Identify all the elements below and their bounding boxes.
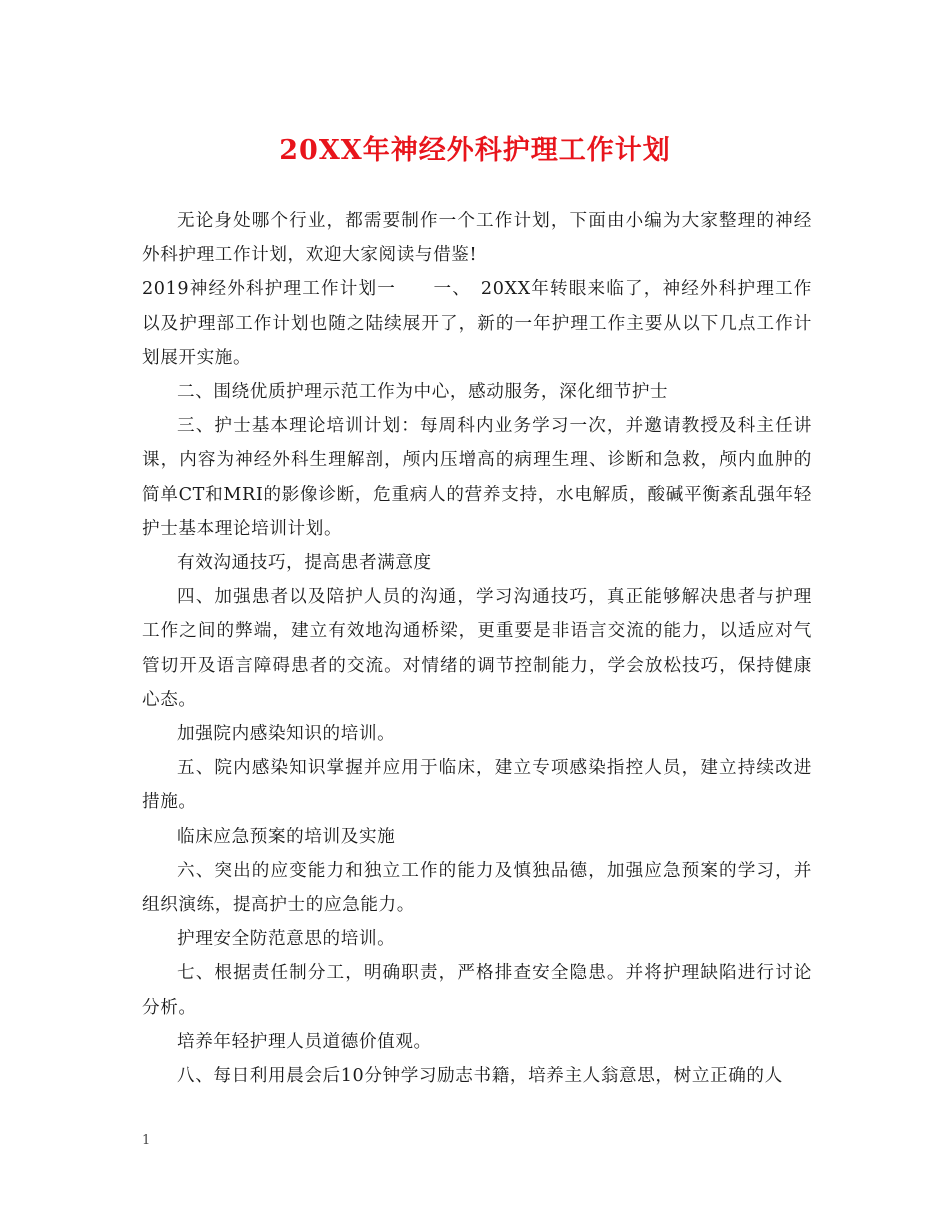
- paragraph-heading-communication: 有效沟通技巧，提高患者满意度: [177, 553, 432, 574]
- paragraph-item-eight: 八、每日利用晨会后10分钟学习励志书籍，培养主人翁意思，树立正确的人: [177, 1066, 783, 1087]
- paragraph-intro: 无论身处哪个行业，都需要制作一个工作计划，下面由小编为大家整理的神经外科护理工作计划，欢迎大家阅读与借鉴!: [142, 211, 812, 266]
- page-number: 1: [142, 1133, 151, 1148]
- paragraph-item-seven: 七、根据责任制分工，明确职责，严格排查安全隐患。并将护理缺陷进行讨论分析。: [142, 963, 812, 1018]
- paragraph-plan-one: 2019神经外科护理工作计划一 一、 20XX年转眼来临了，神经外科护理工作以及护理部工作计划也随之陆续展开了，新的一年护理工作主要从以下几点工作计划展开实施。: [142, 279, 812, 368]
- paragraph-heading-safety: 护理安全防范意思的培训。: [177, 929, 396, 950]
- paragraph-heading-infection: 加强院内感染知识的培训。: [177, 724, 396, 745]
- paragraph-heading-emergency: 临床应急预案的培训及实施: [177, 826, 396, 847]
- paragraph-item-three: 三、护士基本理论培训计划：每周科内业务学习一次，并邀请教授及科主任讲课，内容为神经外科生理解剖，颅内压增高的病理生理、诊断和急救，颅内血肿的简单CT和MRI的影像诊断，危重病人的营养支持，水电解质，酸碱平衡紊乱强年轻护士基本理论培训计划。: [142, 416, 812, 539]
- paragraph-item-four: 四、加强患者以及陪护人员的沟通，学习沟通技巧，真正能够解决患者与护理工作之间的弊端，建立有效地沟通桥梁，更重要是非语言交流的能力，以适应对气管切开及语言障碍患者的交流。对情绪的调节控制能力，学会放松技巧，保持健康心态。: [142, 587, 812, 710]
- paragraph-item-two: 二、围绕优质护理示范工作为中心，感动服务，深化细节护士: [177, 382, 669, 403]
- paragraph-item-five: 五、院内感染知识掌握并应用于临床，建立专项感染指控人员，建立持续改进措施。: [142, 758, 812, 813]
- paragraph-item-six: 六、突出的应变能力和独立工作的能力及慎独品德，加强应急预案的学习，并组织演练，提高护士的应急能力。: [142, 860, 812, 916]
- paragraph-heading-ethics: 培养年轻护理人员道德价值观。: [177, 1031, 432, 1052]
- document-title: 20XX年神经外科护理工作计划: [279, 135, 671, 166]
- document-body: [142, 204, 812, 1093]
